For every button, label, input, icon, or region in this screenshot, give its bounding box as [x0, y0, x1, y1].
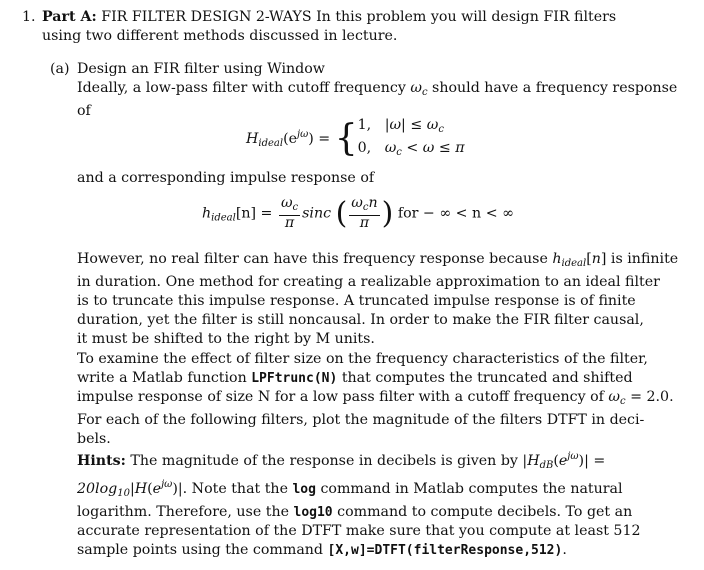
- part-a-label: (a): [50, 61, 70, 77]
- eq1-case2-cond: $\omega_c < \omega \le \pi$: [384, 140, 465, 158]
- hints-line5: sample points using the command [X,w]=DTFT(filterResponse,512).: [77, 542, 567, 558]
- eq2-sinc: sinc: [302, 205, 332, 222]
- eq1-cases: [358, 116, 465, 162]
- para1-line3: is to truncate this impulse response. A truncated impulse response is of finite: [77, 293, 636, 309]
- eq2-lhs-sub: ideal: [211, 212, 236, 224]
- para2-line4: For each of the following filters, plot the magnitude of the filters DTFT in deci-: [77, 412, 645, 428]
- part-a-heading: Design an FIR filter using Window: [77, 61, 325, 77]
- eq1-lhs-arg: (e: [283, 131, 297, 147]
- eq1-lhs-sup: jω: [297, 129, 309, 140]
- hints-line1: Hints: The magnitude of the response in decibels is given by $|H_{dB}(e^{j\omega})|$ =: [77, 451, 606, 471]
- hints-line3: logarithm. Therefore, use the log10 command to compute decibels. To get an: [77, 504, 633, 520]
- hints-line2: $20\log_{10}|H(e^{j\omega})|$. Note that the log command in Matlab computes the natural: [77, 479, 623, 499]
- eq2-lhs: h: [202, 205, 212, 222]
- eq1-case2-value: 0,: [357, 140, 372, 156]
- eq2-inner-num: $\omega_cn$: [349, 196, 379, 216]
- para2-line1: To examine the effect of filter size on the frequency characteristics of the filter,: [77, 351, 648, 367]
- problem-title-bold: Part A:: [42, 9, 97, 25]
- code-log10: log10: [293, 505, 333, 520]
- impulse-intro: and a corresponding impulse response of: [77, 170, 375, 186]
- equation-ideal-frequency-response: [246, 116, 465, 162]
- part-a-intro: [77, 60, 678, 121]
- eq1-lhs-sub: ideal: [258, 138, 284, 149]
- eq1-case1-cond: $|\omega| \le \omega_c$: [384, 117, 444, 135]
- eq2-range: for − ∞ < n < ∞: [397, 205, 514, 222]
- problem-title-rest: FIR FILTER DESIGN 2-WAYS In this problem you will design FIR filters: [101, 9, 617, 25]
- code-lpftrunc: LPFtrunc(N): [251, 371, 338, 386]
- paragraph-matlab-task: [77, 350, 674, 449]
- eq2-frac-num: $\omega_c$: [279, 196, 300, 216]
- para2-line3: impulse response of size N for a low pass filter with a cutoff frequency of $\omega_c = 2.0$.: [77, 389, 674, 407]
- code-dtft-command: [X,w]=DTFT(filterResponse,512): [327, 543, 563, 558]
- eq1-case1-value: 1,: [357, 117, 372, 133]
- para2-line5: bels.: [77, 431, 111, 447]
- problem-title-line2: using two different methods discussed in lecture.: [42, 28, 398, 44]
- eq2-inner-den: π: [359, 215, 370, 231]
- equation-ideal-impulse-response: $h_{ideal}[n]$ = $\frac{\omega_c}{\pi}$ sinc ( $\frac{\omega_cn}{\pi}$ ) for − ∞ < n < ∞: [202, 195, 514, 231]
- eq1-lhs: H: [246, 131, 259, 147]
- problem-title: [42, 8, 682, 46]
- para2-line2: write a Matlab function LPFtrunc(N) that computes the truncated and shifted: [77, 370, 633, 386]
- para1-line2: in duration. One method for creating a realizable approximation to an ideal filter: [77, 274, 660, 290]
- eq2-lhs-arg: [n] =: [235, 205, 273, 222]
- para1-line4: duration, yet the filter is still noncausal. In order to make the FIR filter causal,: [77, 312, 644, 328]
- eq1-brace: {: [334, 118, 358, 159]
- eq2-frac-den: π: [284, 215, 295, 231]
- code-log: log: [292, 482, 316, 497]
- paragraph-truncation: [77, 250, 679, 349]
- problem-number: 1.: [22, 9, 36, 25]
- eq1-lhs-close: ) =: [308, 131, 331, 147]
- para1-line1: However, no real filter can have this frequency response because $h_{ideal}[n]$ is infinite: [77, 251, 679, 269]
- eq2-inner-fraction: [349, 196, 379, 231]
- part-a-intro-line2: of: [77, 103, 91, 119]
- hints-label: Hints:: [77, 453, 126, 469]
- hints-block: [77, 447, 641, 560]
- para1-line5: it must be shifted to the right by M units.: [77, 331, 375, 347]
- eq2-fraction: [279, 196, 300, 231]
- hints-line4: accurate representation of the DTFT make sure that you compute at least 512: [77, 523, 641, 539]
- part-a-intro-line1: Ideally, a low-pass filter with cutoff frequency $\omega_c$ should have a frequency response: [77, 80, 678, 98]
